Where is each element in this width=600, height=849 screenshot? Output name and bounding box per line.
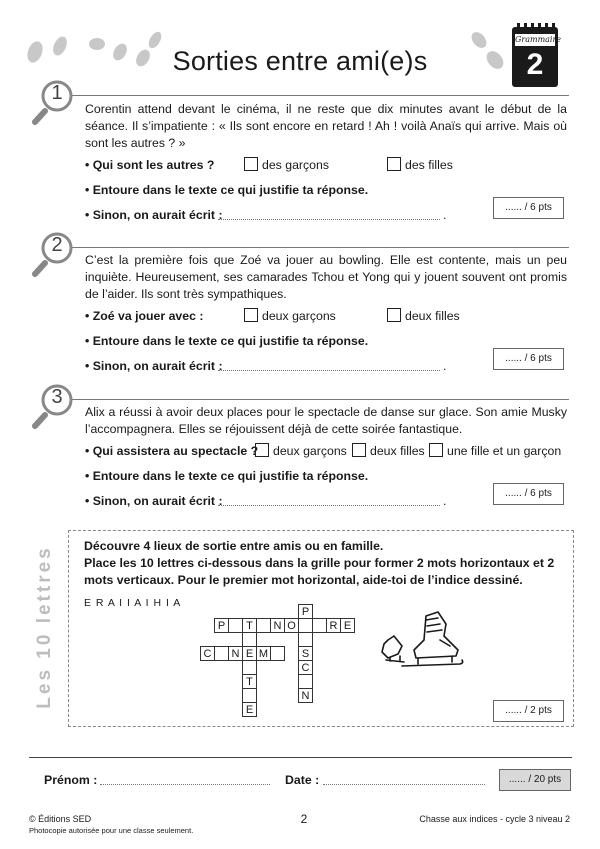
ex1-number-badge — [32, 78, 80, 126]
date-label: Date : — [285, 773, 320, 787]
ex1-question3: • Sinon, on aurait écrit : — [85, 208, 223, 222]
ex1-question2: • Entoure dans le texte ce qui justifie ta réponse. — [85, 183, 369, 197]
ex3-rule — [62, 399, 569, 400]
ex3-question3: • Sinon, on aurait écrit : — [85, 494, 223, 508]
ex3-score-box: ...... / 6 pts — [493, 483, 564, 505]
grid-cell[interactable] — [242, 660, 257, 675]
grid-cell[interactable] — [312, 618, 327, 633]
grid-cell[interactable]: M — [256, 646, 271, 661]
ex3-option1[interactable]: deux garçons — [255, 443, 347, 458]
ex2-rule — [62, 247, 569, 248]
grid-cell[interactable]: R — [326, 618, 341, 633]
prenom-input[interactable] — [100, 774, 270, 785]
grid-cell[interactable]: E — [242, 702, 257, 717]
ice-skate-icon — [380, 610, 466, 670]
grid-cell[interactable]: E — [340, 618, 355, 633]
grid-cell[interactable]: C — [298, 660, 313, 675]
grid-cell[interactable]: P — [214, 618, 229, 633]
ex3-number-badge — [32, 382, 80, 430]
ex2-option2[interactable]: deux filles — [387, 308, 460, 323]
checkbox[interactable] — [244, 308, 258, 322]
ex2-text: C’est la première fois que Zoé va jouer au bowling. Elle est contente, mais un peu inquiète. Heureusement, ses camarades Tchou et Yong qui y jouent souvent ont promis de l’aider. Ils sont très sympathiques. — [85, 253, 567, 301]
footer-rule — [29, 757, 572, 758]
checkbox[interactable] — [244, 157, 258, 171]
series-label: Chasse aux indices - cycle 3 niveau 2 — [419, 814, 570, 824]
grid-cell[interactable] — [242, 688, 257, 703]
puzzle-letters: E R A I I A I H I A — [84, 597, 182, 609]
grid-cell[interactable]: O — [284, 618, 299, 633]
grid-cell[interactable]: S — [298, 646, 313, 661]
ex3-end: . — [443, 494, 447, 508]
ex3-question2: • Entoure dans le texte ce qui justifie ta réponse. — [85, 469, 369, 483]
ex2-number: 2 — [51, 234, 63, 256]
ex3-text: Alix a réussi à avoir deux places pour le spectacle de danse sur glace. Son amie Musky l’accompagnera. Elles se réjouissent déjà de cette soirée fantastique. — [85, 405, 567, 436]
ex1-score-box: ...... / 6 pts — [493, 197, 564, 219]
grid-cell[interactable]: N — [228, 646, 243, 661]
ex2-number-badge — [32, 230, 80, 278]
puzzle-instructions — [84, 538, 564, 589]
grid-cell[interactable]: C — [200, 646, 215, 661]
ex2-question1: • Zoé va jouer avec : — [85, 309, 204, 323]
total-score-box: ...... / 20 pts — [499, 769, 571, 791]
ex1-option1[interactable]: des garçons — [244, 157, 329, 172]
ex1-rule — [62, 95, 569, 96]
grid-cell[interactable] — [298, 632, 313, 647]
ex3-number: 3 — [51, 386, 63, 408]
ex3-answer-line[interactable] — [218, 495, 440, 506]
badge-number: 2 — [526, 48, 544, 81]
ex1-answer-line[interactable] — [218, 209, 440, 220]
page-number: 2 — [300, 812, 308, 826]
grid-cell[interactable] — [270, 646, 285, 661]
ex3-option3[interactable]: une fille et un garçon — [429, 443, 561, 458]
checkbox[interactable] — [255, 443, 269, 457]
grid-cell[interactable]: P — [298, 604, 313, 619]
ex2-option1[interactable]: deux garçons — [244, 308, 336, 323]
checkbox[interactable] — [387, 308, 401, 322]
ex1-text: Corentin attend devant le cinéma, il ne reste que dix minutes avant le début de la séance. Il s’impatiente : « Ils sont encore en retard ! Ah ! voilà Anaïs qui arrive. Mais où sont les autres ? » — [85, 102, 567, 150]
grid-cell[interactable]: N — [298, 688, 313, 703]
checkbox[interactable] — [352, 443, 366, 457]
puzzle-line1: Découvre 4 lieux de sortie entre amis ou en famille. — [84, 539, 384, 553]
copyright: © Éditions SED — [29, 814, 92, 824]
ex2-question3: • Sinon, on aurait écrit : — [85, 359, 223, 373]
side-title: Les 10 lettres — [34, 545, 55, 709]
grid-cell[interactable]: T — [242, 618, 257, 633]
grid-cell[interactable]: N — [270, 618, 285, 633]
ex2-answer-line[interactable] — [218, 360, 440, 371]
grid-cell[interactable] — [298, 674, 313, 689]
ex2-end: . — [443, 359, 447, 373]
grid-cell[interactable] — [242, 632, 257, 647]
ex1-number: 1 — [51, 82, 63, 104]
copy-note: Photocopie autorisée pour une classe seulement. — [29, 826, 194, 835]
ex1-question1: • Qui sont les autres ? — [85, 158, 215, 172]
grid-cell[interactable]: E — [242, 646, 257, 661]
badge-label: Grammaire — [515, 35, 562, 44]
page-title: Sorties entre ami(e)s — [172, 46, 428, 76]
side-title-wrap — [36, 527, 54, 727]
grid-cell[interactable]: T — [242, 674, 257, 689]
date-input[interactable] — [323, 774, 485, 785]
puzzle-line2: Place les 10 lettres ci-dessous dans la grille pour former 2 mots horizontaux et 2 mots verticaux. Pour le premier mot horizontal, aide-toi de l’indice dessiné. — [84, 556, 555, 587]
puzzle-score-box: ...... / 2 pts — [493, 700, 564, 722]
ex2-question2: • Entoure dans le texte ce qui justifie ta réponse. — [85, 334, 369, 348]
checkbox[interactable] — [387, 157, 401, 171]
grid-cell[interactable] — [256, 618, 271, 633]
ex1-option2[interactable]: des filles — [387, 157, 453, 172]
ex1-end: . — [443, 208, 447, 222]
checkbox[interactable] — [429, 443, 443, 457]
ex2-score-box: ...... / 6 pts — [493, 348, 564, 370]
ex3-question1: • Qui assistera au spectacle ? — [85, 444, 259, 458]
prenom-label: Prénom : — [44, 773, 98, 787]
ex3-option2[interactable]: deux filles — [352, 443, 425, 458]
grid-cell[interactable] — [298, 618, 313, 633]
grammar-badge — [511, 22, 562, 88]
grid-cell[interactable] — [228, 618, 243, 633]
grid-cell[interactable] — [214, 646, 229, 661]
